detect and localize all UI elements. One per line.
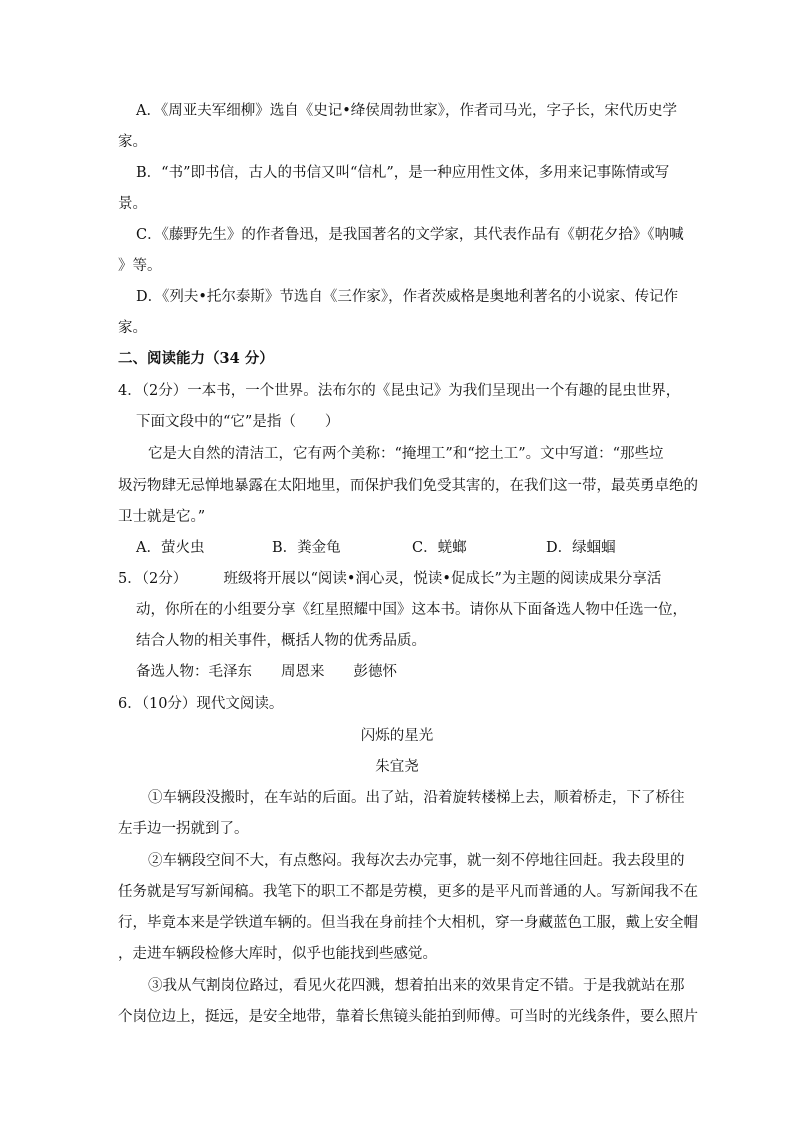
question-4-option-b: B．粪金龟 (272, 540, 341, 556)
question-4-passage-line1: 它是大自然的清洁工，它有两个美称：“掩埋工”和“挖土工”。文中写道：“那些垃 (148, 446, 664, 462)
option-3d-line2: 家。 (118, 320, 147, 336)
paragraph-1-line1: ①车辆段没搬时，在车站的后面。出了站，沿着旋转楼梯上去，顺着桥走，下了桥往 (148, 790, 685, 806)
paragraph-2-line1: ②车辆段空间不大，有点憋闷。我每次去办完事，就一刻不停地往回赶。我去段里的 (148, 853, 685, 869)
paragraph-3-line1: ③我从气割岗位路过，看见火花四溅，想着拍出来的效果肯定不错。于是我就站在那 (148, 978, 685, 994)
question-5-candidates: 备选人物：毛泽东 周恩来 彭德怀 (136, 664, 397, 680)
paragraph-3-line2: 个岗位边上，挺远，是安全地带，靠着长焦镜头能拍到师傅。可当时的光线条件，要么照片 (118, 1009, 698, 1025)
paragraph-2-line4: ，走进车辆段检修大库时，似乎也能找到些感觉。 (118, 946, 437, 962)
section-heading: 二、阅读能力（34 分） (118, 350, 274, 367)
question-4-option-a: A．萤火虫 (136, 540, 205, 556)
question-4-passage-line2: 圾污物肆无忌惮地暴露在太阳地里，而保护我们免受其害的，在我们这一带，最英勇卓绝的 (118, 478, 698, 494)
paragraph-1-line2: 左手边一拐就到了。 (118, 821, 249, 837)
question-6-stem: 6．（10分）现代文阅读。 (118, 696, 284, 712)
question-4-option-c: C．蜣螂 (412, 540, 467, 556)
question-5-stem-line2: 动，你所在的小组要分享《红星照耀中国》这本书。请你从下面备选人物中任选一位， (136, 602, 687, 618)
article-author: 朱宜尧 (375, 759, 419, 775)
option-3a-line1: A．《周亚夫军细柳》选自《史记•绛侯周勃世家》，作者司马光，字子长，宋代历史学 (136, 103, 678, 119)
option-3b-line2: 景。 (118, 196, 147, 212)
question-5-stem-line1: 5．（2分） 班级将开展以“阅读•润心灵，悦读•促成长”为主题的阅读成果分享活 (118, 571, 662, 587)
option-3b-line1: B．“书”即书信，古人的书信又叫“信札”，是一种应用性文体，多用来记事陈情或写 (136, 165, 670, 181)
option-3c-line2: 》等。 (118, 258, 162, 274)
question-4-stem-line1: 4．（2分）一本书，一个世界。法布尔的《昆虫记》为我们呈现出一个有趣的昆虫世界， (118, 383, 681, 399)
question-5-stem-line3: 结合人物的相关事件，概括人物的优秀品质。 (136, 633, 426, 649)
question-4-stem-line2: 下面文段中的“它”是指（ ） (136, 414, 340, 430)
option-3d-line1: D．《列夫•托尔泰斯》节选自《三作家》，作者茨威格是奥地利著名的小说家、传记作 (136, 289, 679, 305)
paragraph-2-line2: 任务就是写写新闻稿。我笔下的职工不都是劳模，更多的是平凡而普通的人。写新闻我不在 (118, 884, 698, 900)
option-3c-line1: C．《藤野先生》的作者鲁迅，是我国著名的文学家，其代表作品有《朝花夕拾》《呐喊 (136, 227, 684, 243)
paragraph-2-line3: 行，毕竟本来是学铁道车辆的。但当我在身前挂个大相机，穿一身藏蓝色工服，戴上安全帽 (118, 915, 698, 931)
question-4-passage-line3: 卫士就是它。” (118, 509, 206, 525)
option-3a-line2: 家。 (118, 134, 147, 150)
article-title: 闪烁的星光 (360, 728, 434, 744)
question-4-option-d: D．绿蝈蝈 (546, 540, 616, 556)
